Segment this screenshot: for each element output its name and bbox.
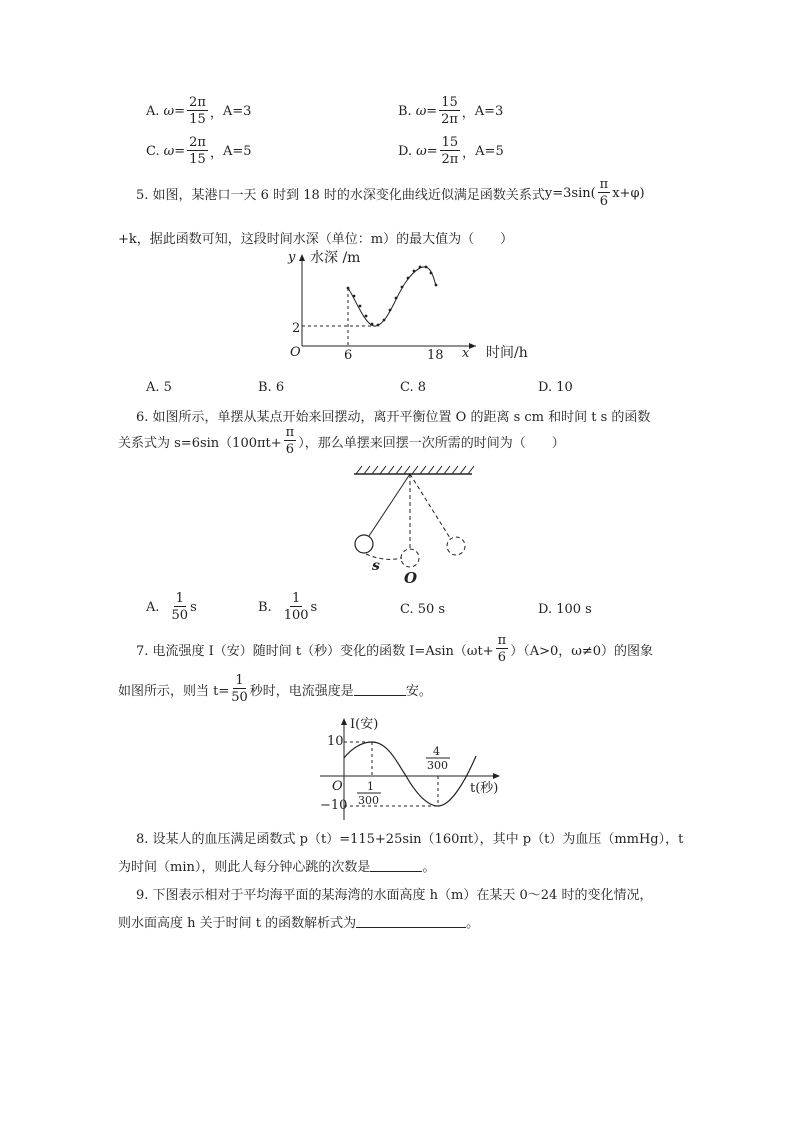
omega-equals: ω=	[163, 143, 186, 159]
question-text: 为时间（min），则此人每分钟心跳的次数是	[118, 860, 371, 875]
question-text-suffix: 安。	[405, 683, 432, 699]
q5-water-depth-graph	[280, 244, 540, 366]
tick-label-18: 18	[427, 348, 444, 363]
bob-right-position	[447, 537, 465, 555]
fraction-denominator: 50	[231, 690, 248, 705]
comma: ，	[462, 145, 476, 161]
tick-4-300-denominator: 300	[427, 759, 448, 772]
origin-label: O	[332, 779, 343, 794]
fraction	[187, 136, 208, 166]
option-letter: A.	[146, 103, 160, 119]
option-letter: D.	[398, 143, 413, 159]
x-axis-label: x	[462, 346, 470, 361]
q6-question-line2	[118, 426, 565, 456]
q5-option-c: C. 8	[400, 380, 427, 395]
fraction-numerator: 15	[441, 95, 458, 110]
answer-blank[interactable]	[354, 683, 406, 696]
fraction	[231, 674, 248, 704]
tick-label-10: 10	[327, 734, 344, 749]
q5-option-b: B. 6	[258, 380, 285, 395]
q6-option-d: D. 100 s	[538, 602, 592, 617]
tick-1-300-numerator: 1	[367, 780, 374, 793]
y-axis-label: y	[288, 250, 296, 265]
pendulum-string	[369, 474, 410, 536]
fraction-denominator: 100	[283, 608, 309, 623]
fraction-denominator: 2π	[441, 112, 458, 127]
fraction-numerator: 15	[441, 135, 459, 150]
graph-title: 水深 /m	[310, 250, 361, 266]
fraction	[598, 178, 611, 208]
question-text: 如图所示，则当 t=	[118, 683, 230, 699]
question-text: 5. 如图，某港口一天 6 时到 18 时的水深变化曲线近似满足函数关系式	[136, 187, 545, 203]
q7-question-line1	[136, 634, 653, 664]
fraction-denominator: 2π	[441, 152, 459, 167]
x-axis-arrow	[493, 773, 500, 779]
x-axis-label: t(秒)	[470, 781, 499, 796]
q4-option-c	[146, 136, 252, 166]
amplitude-value: A=3	[222, 103, 252, 119]
bob-equilibrium-position	[401, 549, 419, 567]
y-axis-arrow	[299, 254, 305, 261]
answer-blank[interactable]	[356, 915, 466, 928]
fraction-numerator: π	[285, 425, 295, 440]
fraction	[284, 592, 309, 622]
swing-line-right	[410, 474, 450, 538]
y-axis-label: I(安)	[350, 717, 379, 732]
fraction-denominator: 15	[189, 152, 206, 167]
depth-curve	[348, 267, 436, 326]
tick-4-300-numerator: 4	[433, 745, 440, 758]
option-letter: C.	[146, 143, 160, 159]
fraction-numerator: 1	[235, 673, 244, 688]
fraction-denominator: 6	[599, 194, 609, 209]
pendulum-bob	[355, 535, 373, 553]
origin-label: O	[290, 345, 301, 360]
q7-current-graph	[300, 712, 520, 822]
x-axis-arrow	[469, 343, 476, 349]
question-text-suffix: 。	[422, 860, 436, 875]
question-text-suffix: 。	[466, 916, 480, 931]
equilibrium-label-o: O	[404, 569, 418, 587]
fraction-numerator: π	[497, 633, 507, 648]
fraction-numerator: 1	[175, 591, 184, 606]
q5-option-d: D. 10	[538, 380, 573, 395]
q7-question-line2	[118, 674, 432, 704]
fraction	[172, 592, 189, 622]
curve-points	[347, 266, 438, 327]
y-axis-arrow	[341, 718, 347, 725]
comma: ，	[209, 145, 223, 161]
fraction-numerator: 1	[291, 591, 301, 606]
q6-option-c: C. 50 s	[400, 602, 446, 617]
q5-question-line2: +k，据此函数可知，这段时间水深（单位：m）的最大值为（ ）	[118, 232, 514, 247]
answer-blank[interactable]	[370, 859, 422, 872]
fraction	[439, 96, 460, 126]
omega-equals: ω=	[163, 103, 186, 119]
arc-label-s: s	[372, 558, 380, 574]
q6-option-a	[146, 592, 197, 622]
fraction	[496, 634, 509, 664]
fraction-numerator: 2π	[189, 95, 206, 110]
amplitude-value: A=5	[475, 143, 504, 159]
unit: s	[310, 599, 318, 615]
omega-equals: ω=	[415, 103, 438, 119]
comma: ，	[461, 105, 475, 121]
q9-question-line1: 9. 下图表示相对于平均海平面的某海湾的水面高度 h（m）在某天 0～24 时的变化情况，	[136, 888, 653, 903]
q4-option-d	[398, 136, 504, 166]
option-letter: B.	[258, 599, 272, 615]
fraction-denominator: 6	[497, 650, 507, 665]
question-text-suffix: ），那么单摆来回摆一次所需的时间为（ ）	[298, 435, 565, 451]
function-tail: x+φ)	[612, 185, 645, 201]
question-text: 7. 电流强度 I（安）随时间 t（秒）变化的函数 I=Asin（ωt+	[136, 643, 494, 659]
tick-1-300-denominator: 300	[358, 794, 379, 807]
q6-question-line1: 6. 如图所示，单摆从某点开始来回摆动，离开平衡位置 O 的距离 s cm 和时间 t s 的函数	[136, 410, 651, 425]
omega-equals: ω=	[416, 143, 438, 159]
question-text: 则水面高度 h 关于时间 t 的函数解析式为	[118, 916, 357, 931]
question-text-suffix: ）（A>0，ω≠0）的图象	[510, 643, 654, 659]
fraction	[440, 136, 461, 166]
fraction-numerator: 2π	[189, 135, 206, 150]
fraction-denominator: 6	[285, 442, 295, 457]
q4-option-a	[146, 96, 251, 126]
q5-option-a: A. 5	[146, 380, 172, 395]
q4-option-b	[398, 96, 503, 126]
fraction	[187, 96, 208, 126]
q8-question-line2	[118, 856, 435, 875]
amplitude-value: A=3	[474, 103, 504, 119]
amplitude-value: A=5	[222, 143, 252, 159]
q6-pendulum-figure	[340, 462, 500, 588]
fraction-numerator: π	[599, 177, 609, 192]
fraction-denominator: 50	[171, 608, 189, 623]
comma: ，	[209, 105, 223, 121]
q5-question-line1	[136, 178, 645, 208]
unit: s	[190, 599, 197, 615]
fraction-denominator: 15	[189, 112, 206, 127]
q6-option-b	[258, 592, 317, 622]
fraction	[284, 426, 297, 456]
q8-question-line1: 8. 设某人的血压满足函数式 p（t）=115+25sin（160πt），其中 p（t）为血压（mmHg），t	[136, 832, 684, 847]
q9-question-line2	[118, 912, 479, 931]
option-letter: B.	[398, 103, 412, 119]
question-text: 关系式为 s=6sin（100πt+	[118, 435, 282, 451]
tick-label-neg10: −10	[320, 798, 348, 813]
tick-label-2: 2	[292, 321, 301, 336]
question-text-mid: 秒时，电流强度是	[249, 683, 354, 699]
x-axis-unit: 时间/h	[486, 345, 528, 361]
tick-label-6: 6	[344, 348, 353, 363]
option-letter: A.	[146, 599, 160, 615]
ceiling-hatching	[356, 466, 474, 474]
function-text: y=3sin(	[544, 185, 596, 201]
